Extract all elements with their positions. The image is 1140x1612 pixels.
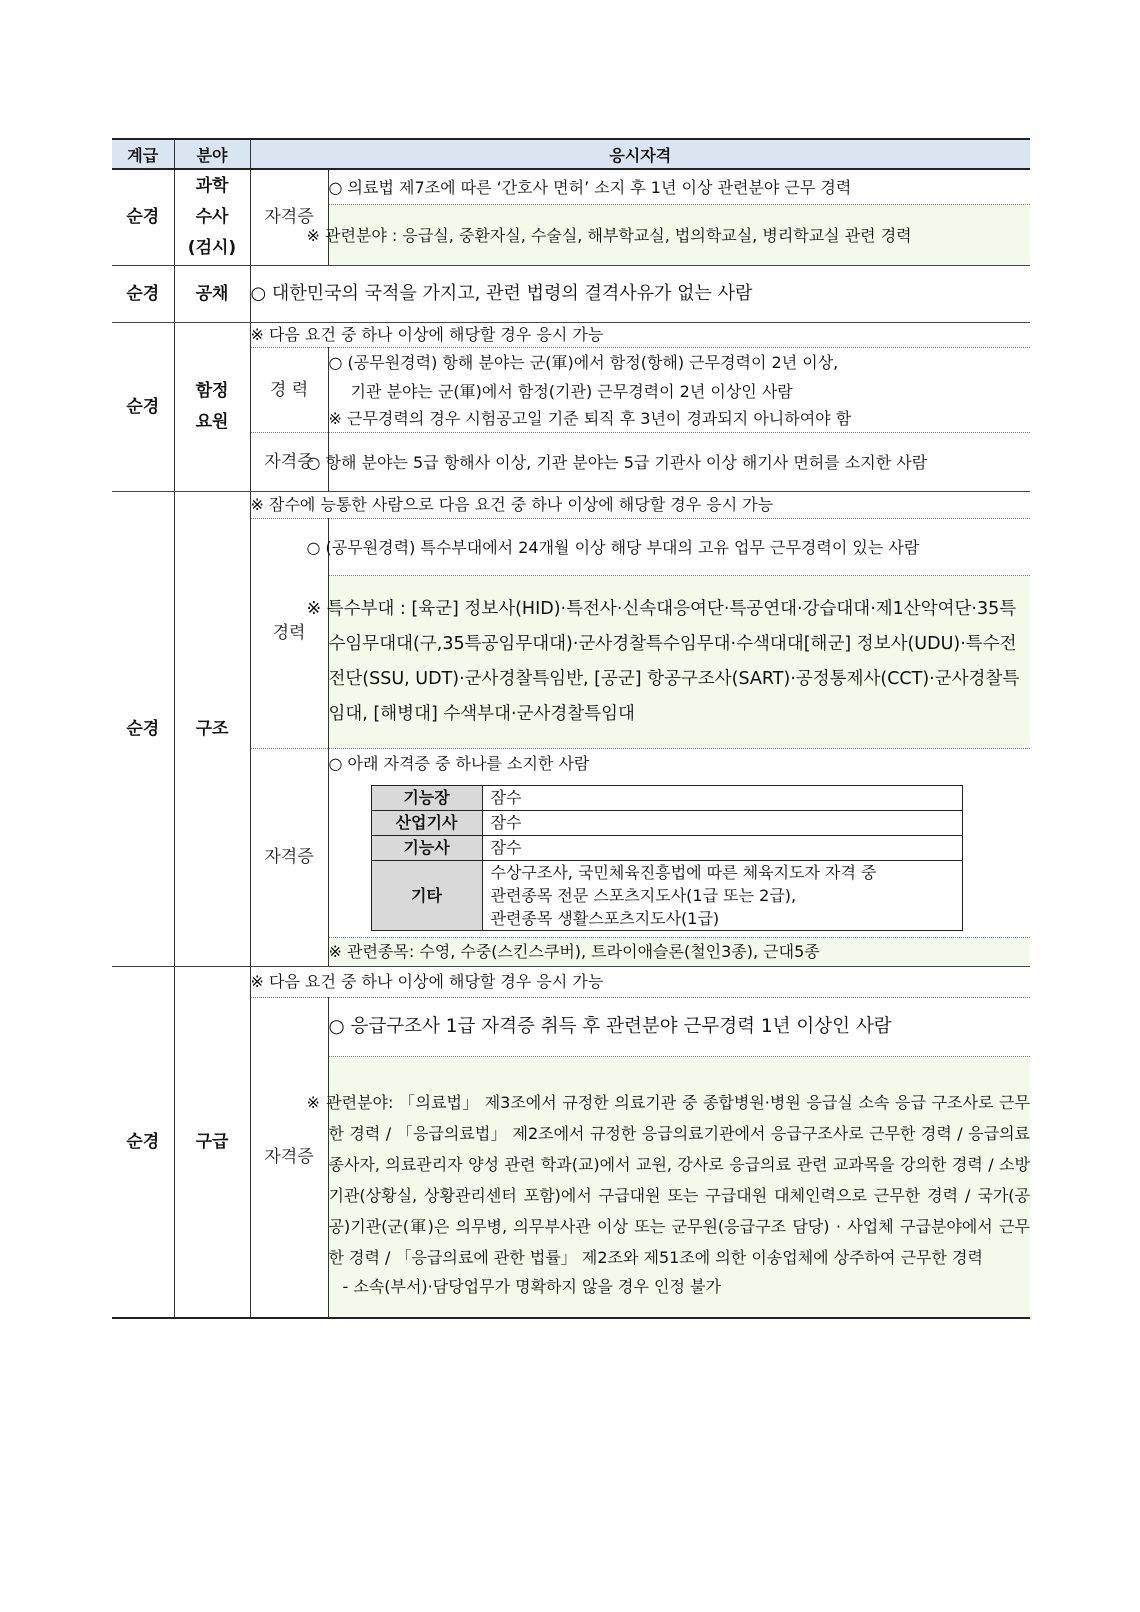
header-field: 분야	[174, 139, 250, 169]
field-cell-emt: 구급	[174, 967, 250, 1319]
cert-table-cell	[328, 777, 1030, 938]
field-cell-science	[174, 169, 250, 266]
cert-value-line: 수상구조사, 국민체육진흥법에 따른 체육지도자 자격 중	[490, 863, 877, 882]
header-qualification: 응시자격	[250, 139, 1030, 169]
header-grade: 계급	[112, 139, 174, 169]
cert-label: 기능사	[371, 836, 482, 861]
field-cell-rescue: 구조	[174, 492, 250, 967]
cert-value: 잠수	[482, 811, 962, 836]
cert-text: ○ 항해 분야는 5급 항해사 이상, 기관 분야는 5급 기관사 이상 해기사 면허를 소지한 사람	[328, 433, 1030, 492]
requirement-text: ○ 응급구조사 1급 자격증 취득 후 관련분야 근무경력 1년 이상인 사람	[328, 998, 1030, 1057]
table-row-rescue-exp	[112, 519, 1030, 576]
intro-text: ※ 다음 요건 중 하나 이상에 해당할 경우 응시 가능	[250, 323, 1030, 348]
note-text: ※ 관련종목: 수영, 수중(스킨스쿠버), 트라이애슬론(철인3종), 근대5종	[328, 938, 1030, 967]
cert-table-row	[371, 861, 962, 931]
note-text: ※ 관련분야: 「의료법」 제3조에서 규정한 의료기관 중 종합병원·병원 응급실 소속 응급 구조사로 근무한 경력 / 「응급의료법」 제2조에서 규정한 응급의료기관에서 응급구조사로 근무한 경력 / 응급의료종사자, 의료관리자 양성 관련 학과(교)에서 교원, 강사로 응급의료 관련 교과목을 강의한 경력 / 소방기관(상황실, 상황관리센터 포함)에서 구급대원 또는 구급대원 대체인력으로 근무한 경력 / 국가(공공)기관(군(軍)은 의무병, 의무부사관 이상 또는 군무원(응급구조 담당) · 사업체 구급분야에서 근무한 경력 / 「응급의료에 관한 법률」 제2조와 제51조에 의한 이송업체에 상주하여 근무한 경력	[328, 1057, 1030, 1274]
experience-text	[328, 348, 1030, 407]
grade-cell: 순경	[112, 323, 174, 492]
table-row-rescue-cert	[112, 749, 1030, 778]
grade-cell: 순경	[112, 266, 174, 323]
cert-value: 잠수	[482, 786, 962, 811]
sub-label-cert: 자격증	[250, 998, 328, 1319]
cert-value-line: 관련종목 생활스포츠지도사(1급)	[490, 909, 720, 928]
field-line: 수사	[195, 207, 229, 227]
qualification-table-wrapper	[112, 138, 1030, 1319]
table-row-rescue-intro	[112, 492, 1030, 519]
sub-label-cert: 자격증	[250, 169, 328, 266]
note-text: ※ 특수부대 : [육군] 정보사(HID)·특전사·신속대응여단·특공연대·강습대대·제1산악여단·35특수임무대대(구,35특공임무대대)·군사경찰특수임무대·수색대대[해군] 정보사(UDU)·특수전전단(SSU, UDT)·군사경찰특임반, [공군] 항공구조사(SART)·공정통제사(CCT)·군사경찰특임대, [해병대] 수색부대·군사경찰특임대	[328, 576, 1030, 749]
grade-cell: 순경	[112, 492, 174, 967]
note-text: ※ 근무경력의 경우 시험공고일 기준 퇴직 후 3년이 경과되지 아니하여야 함	[328, 406, 1030, 433]
field-cell-ship	[174, 323, 250, 492]
field-line: (검시)	[187, 238, 237, 258]
cert-value	[482, 861, 962, 931]
cert-label: 기능장	[371, 786, 482, 811]
cert-intro-text: ○ 아래 자격증 중 하나를 소지한 사람	[328, 749, 1030, 778]
sub-label-experience: 경력	[250, 519, 328, 749]
dash-text: - 소속(부서)·담당업무가 명확하지 않을 경우 인정 불가	[328, 1273, 1030, 1318]
cert-label: 기타	[371, 861, 482, 931]
table-header-row	[112, 139, 1030, 169]
sub-label-cert: 자격증	[250, 749, 328, 967]
cert-value-line: 관련종목 전문 스포츠지도사(1급 또는 2급),	[490, 886, 797, 905]
intro-text: ※ 잠수에 능통한 사람으로 다음 요건 중 하나 이상에 해당할 경우 응시 가능	[250, 492, 1030, 519]
table-row-ship-exp	[112, 348, 1030, 407]
field-line: 요원	[195, 412, 229, 432]
requirement-text: ○ 대한민국의 국적을 가지고, 관련 법령의 결격사유가 없는 사람	[250, 266, 1030, 323]
field-line: 함정	[195, 381, 229, 401]
table-row-emt-intro	[112, 967, 1030, 998]
experience-text: ○ (공무원경력) 특수부대에서 24개월 이상 해당 부대의 고유 업무 근무경력이 있는 사람	[328, 519, 1030, 576]
experience-line: 기관 분야는 군(軍)에서 함정(기관) 근무경력이 2년 이상인 사람	[350, 382, 793, 401]
table-row-open	[112, 266, 1030, 323]
field-cell-open: 공채	[174, 266, 250, 323]
grade-cell: 순경	[112, 967, 174, 1319]
cert-table	[371, 785, 963, 931]
field-line: 과학	[195, 176, 229, 196]
table-row-ship-intro	[112, 323, 1030, 348]
cert-table-row	[371, 786, 962, 811]
cert-table-row	[371, 836, 962, 861]
requirement-text: ○ 의료법 제7조에 따른 ‘간호사 면허’ 소지 후 1년 이상 관련분야 근무 경력	[328, 169, 1030, 205]
table-row-science	[112, 169, 1030, 205]
cert-label: 산업기사	[371, 811, 482, 836]
table-row-ship-cert	[112, 433, 1030, 492]
cert-value: 잠수	[482, 836, 962, 861]
sub-label-experience: 경 력	[250, 348, 328, 433]
experience-line: ○ (공무원경력) 항해 분야는 군(軍)에서 함정(항해) 근무경력이 2년 이상,	[328, 353, 839, 372]
grade-cell: 순경	[112, 169, 174, 266]
sub-label-cert: 자격증	[250, 433, 328, 492]
table-row-emt-cert	[112, 998, 1030, 1057]
cert-table-row	[371, 811, 962, 836]
qualification-table	[112, 138, 1030, 1319]
intro-text: ※ 다음 요건 중 하나 이상에 해당할 경우 응시 가능	[250, 967, 1030, 998]
note-text: ※ 관련분야 : 응급실, 중환자실, 수술실, 해부학교실, 법의학교실, 병리학교실 관련 경력	[328, 205, 1030, 266]
